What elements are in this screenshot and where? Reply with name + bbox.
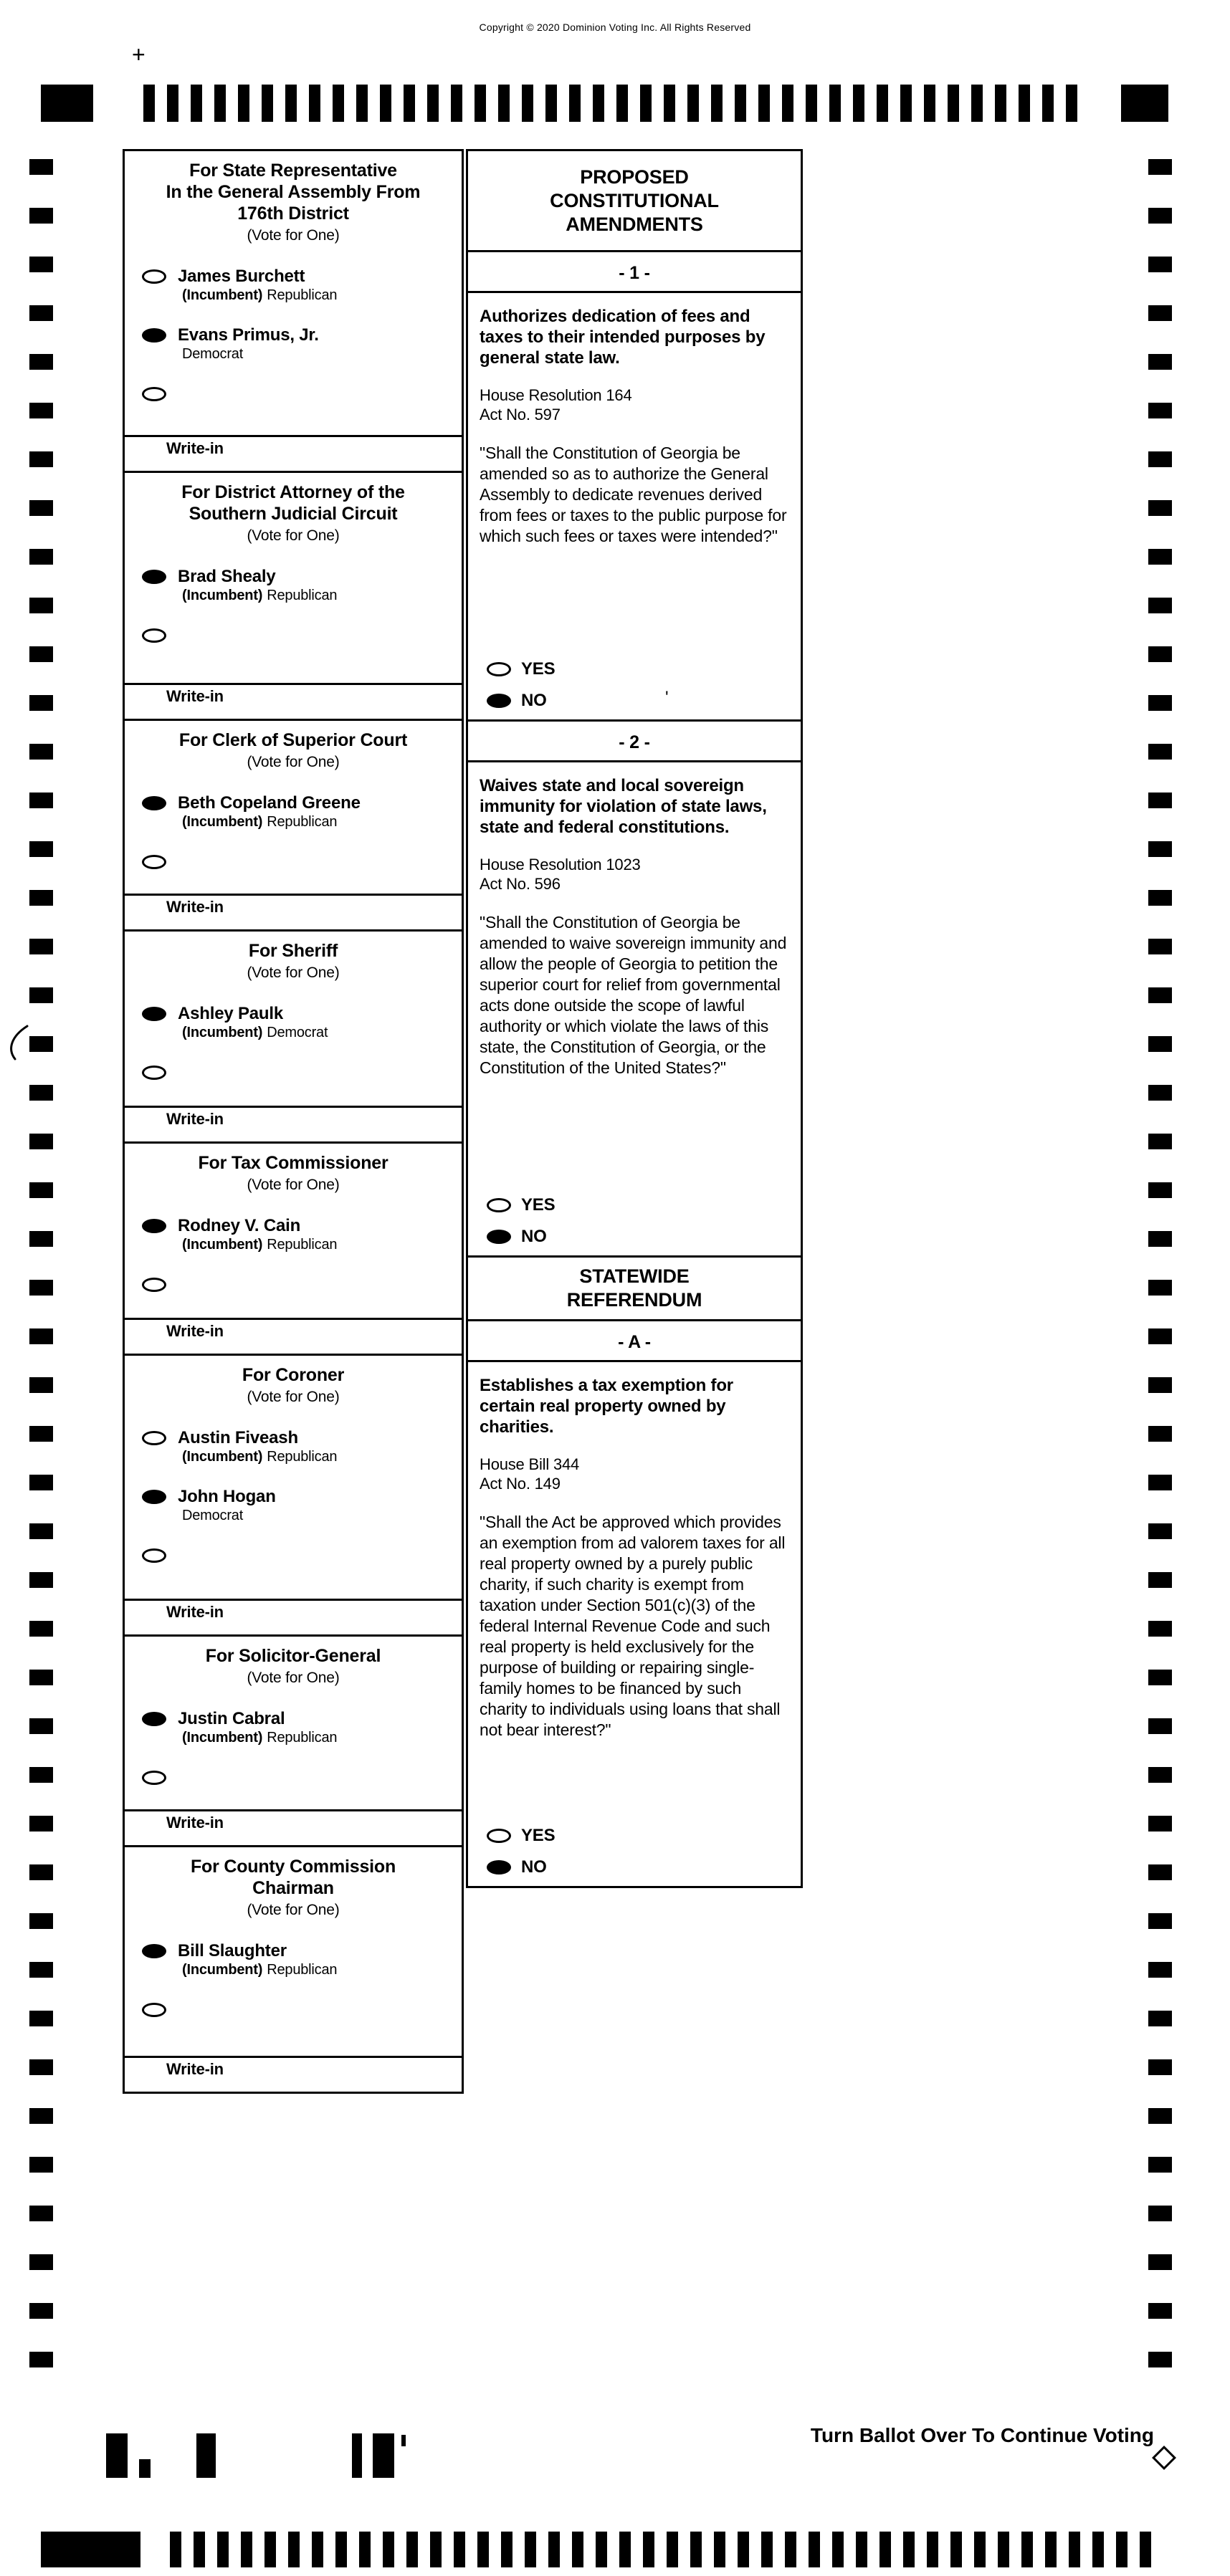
contest-title-line: Southern Judicial Circuit [189,504,398,524]
header-line: STATEWIDE [579,1265,690,1287]
write-in-oval[interactable] [142,1548,166,1563]
measure-reference: House Resolution 164 [480,386,632,404]
contest-title-line: For Clerk of Superior Court [178,730,408,750]
measure-choices [480,648,791,719]
vote-oval[interactable] [142,1944,166,1958]
contest-title [125,1144,462,1174]
candidate-name: Ashley Paulk [178,1004,284,1023]
contest-clerk-superior-court [123,719,464,932]
measure-summary: Establishes a tax exemption for certain real property owned by charities. [480,1376,733,1437]
candidate-party [178,1024,328,1041]
yes-row [480,659,791,679]
candidate-text [178,567,337,604]
contest-district-attorney [123,471,464,721]
party-label: Republican [267,814,338,830]
measure-amendment-2 [466,719,803,1258]
header-line: AMENDMENTS [566,213,703,235]
write-in-area [125,683,462,719]
write-in-oval-row [125,1768,462,1785]
write-in-area [125,1809,462,1845]
yes-oval[interactable] [487,1829,511,1843]
measure-body [468,293,801,719]
candidate-text [178,325,319,363]
measure-choices [480,1814,791,1886]
candidate-text [178,1216,337,1253]
copyright-text: Copyright © 2020 Dominion Voting Inc. All Rights Reserved [479,21,751,33]
party-label: Republican [267,1449,338,1465]
vote-for-instruction: (Vote for One) [247,227,340,244]
incumbent-label: (Incumbent) [182,814,263,830]
yes-row [480,1195,791,1215]
party-label: Democrat [182,346,244,362]
measure-amendment-1 [466,250,803,722]
incumbent-label: (Incumbent) [182,1449,263,1465]
candidate-name: Rodney V. Cain [178,1216,301,1235]
measures-column [466,149,803,1888]
candidate-row [125,793,462,830]
contest-county-commission-chairman [123,1845,464,2094]
write-in-oval[interactable] [142,628,166,643]
write-in-oval[interactable] [142,2003,166,2017]
write-in-oval[interactable] [142,387,166,401]
measure-body [468,762,801,1255]
measure-reference: Act No. 596 [480,875,561,893]
timing-marks-bottom [170,2532,1154,2567]
measure-reference: Act No. 149 [480,1475,561,1493]
vote-oval[interactable] [142,328,166,343]
measure-question: "Shall the Act be approved which provides an exemption from ad valorem taxes for all real property owned by a purely public charity, if such charity is exempt from taxation under Section 501(c)(3) of the federal Internal Revenue Code and such real property is held exclusively for the purpose of building or repairing single-family homes to be financed by such charity to individuals using loans that shall not bear interest?" [480,1513,786,1739]
yes-row [480,1826,791,1846]
candidate-party [178,1507,276,1524]
header-line: PROPOSED [580,166,689,188]
candidate-name: John Hogan [178,1487,276,1506]
referendum-header-text [468,1258,801,1319]
ballot-code-mark [106,2433,128,2478]
candidate-row [125,325,462,363]
vote-for-instruction: (Vote for One) [247,1670,340,1686]
write-in-area [125,435,462,471]
write-in-label: Write-in [166,1322,224,1340]
candidate-party [178,587,337,604]
vote-for-instruction: (Vote for One) [247,1177,340,1193]
stray-mark: ' [665,688,669,707]
ballot-code-mark [196,2433,216,2478]
contest-tax-commissioner [123,1141,464,1356]
candidate-name: James Burchett [178,267,305,286]
measure-choices [480,1184,791,1255]
party-label: Republican [267,1730,338,1746]
vote-oval[interactable] [142,1490,166,1504]
measure-question: "Shall the Constitution of Georgia be amended to waive sovereign immunity and allow the people of Georgia to petition the superior court for relief from governmental acts done outside the scope of lawful authority or which violate the laws of this state, the Constitution of Georgia, or the Constitution of the United States?" [480,913,787,1077]
vote-oval[interactable] [142,570,166,584]
ballot-code-mark [373,2433,394,2478]
candidate-text [178,1487,276,1524]
write-in-oval[interactable] [142,1771,166,1785]
candidate-party [178,1236,337,1253]
party-label: Democrat [182,1508,244,1523]
contest-title-line: For State Representative [189,161,397,181]
write-in-oval-row [125,1546,462,1563]
no-label: NO [521,691,547,710]
incumbent-label: (Incumbent) [182,1237,263,1253]
contest-title-line: For Solicitor-General [205,1646,381,1666]
candidate-name: Beth Copeland Greene [178,793,361,813]
timing-mark-top-left-cap [41,85,93,122]
write-in-oval-row [125,384,462,401]
candidate-name: Bill Slaughter [178,1941,287,1960]
no-oval[interactable] [487,694,511,708]
measure-number: - 2 - [619,732,650,752]
candidate-text [178,1709,337,1746]
contest-title-line: Chairman [252,1878,334,1898]
no-row [480,1227,791,1247]
candidate-party [178,345,319,363]
vote-for-instruction: (Vote for One) [247,1902,340,1918]
incumbent-label: (Incumbent) [182,287,263,303]
candidate-name: Justin Cabral [178,1709,285,1728]
vote-oval[interactable] [142,269,166,284]
yes-oval[interactable] [487,1198,511,1212]
measure-number: - 1 - [619,263,650,283]
candidate-row [125,1004,462,1041]
write-in-area [125,1106,462,1141]
no-row [480,691,791,711]
write-in-oval-row [125,1275,462,1292]
vote-oval[interactable] [142,1431,166,1445]
vote-oval[interactable] [142,1219,166,1233]
write-in-label: Write-in [166,439,224,457]
candidate-row [125,567,462,604]
timing-marks-top [143,85,1080,122]
contest-solicitor-general [123,1634,464,1847]
measure-body [468,1362,801,1886]
incumbent-label: (Incumbent) [182,1025,263,1040]
contest-sheriff [123,929,464,1144]
party-label: Democrat [267,1025,328,1040]
yes-label: YES [521,659,556,679]
contest-title-line: For County Commission [190,1857,396,1877]
candidate-text [178,1428,337,1465]
write-in-label: Write-in [166,2060,224,2078]
contest-title-line: 176th District [237,204,349,224]
contest-state-representative [123,149,464,473]
vote-for-instruction: (Vote for One) [247,527,340,544]
measure-referendum-a [466,1319,803,1888]
ballot-code-mark [139,2459,151,2478]
contest-title [125,721,462,751]
candidate-party [178,1448,337,1465]
candidate-row [125,1941,462,1978]
party-label: Republican [267,1962,338,1978]
write-in-oval-row [125,1063,462,1080]
write-in-oval-row [125,2000,462,2017]
yes-oval[interactable] [487,662,511,676]
write-in-label: Write-in [166,898,224,916]
candidate-text [178,1004,328,1041]
measure-question: "Shall the Constitution of Georgia be amended so as to authorize the General Assembly to dedicate revenues derived from fees or taxes to the public purpose for which such fees or taxes were intended?" [480,444,787,545]
measure-reference: Act No. 597 [480,406,561,423]
timing-marks-right-column [1148,159,1172,2377]
write-in-oval[interactable] [142,1278,166,1292]
amendments-header [466,149,803,252]
contest-title-line: In the General Assembly From [166,182,421,202]
vote-for-instruction: (Vote for One) [247,964,340,981]
write-in-label: Write-in [166,1603,224,1621]
candidate-name: Austin Fiveash [178,1428,298,1447]
no-row [480,1857,791,1877]
contest-title [125,1847,462,1899]
write-in-oval-row [125,852,462,869]
vote-oval[interactable] [142,796,166,810]
write-in-oval-row [125,626,462,643]
amendments-header-text [468,158,801,244]
write-in-area [125,2056,462,2092]
contest-title [125,1637,462,1667]
candidate-row [125,1216,462,1253]
party-label: Republican [267,1237,338,1253]
measure-reference: House Resolution 1023 [480,856,641,873]
measure-reference: House Bill 344 [480,1455,580,1473]
write-in-label: Write-in [166,687,224,705]
contest-title [125,473,462,525]
write-in-area [125,894,462,929]
candidate-row [125,1428,462,1465]
candidate-row [125,267,462,304]
no-oval[interactable] [487,1230,511,1244]
vote-for-instruction: (Vote for One) [247,1389,340,1405]
contest-title-line: For Tax Commissioner [198,1153,388,1173]
incumbent-label: (Incumbent) [182,588,263,603]
contest-coroner [123,1354,464,1637]
candidate-text [178,793,361,830]
contest-title [125,151,462,224]
contest-title-line: For Sheriff [248,941,338,961]
ballot-code-mark [401,2435,406,2446]
write-in-area [125,1318,462,1354]
write-in-label: Write-in [166,1110,224,1128]
yes-label: YES [521,1826,556,1845]
contest-title [125,932,462,962]
write-in-oval[interactable] [142,1066,166,1080]
candidate-party [178,287,337,304]
measure-number: - A - [618,1332,651,1352]
contests-column [123,149,464,2094]
write-in-area [125,1599,462,1634]
registration-plus-mark: + [132,42,146,67]
write-in-label: Write-in [166,1814,224,1832]
ballot-code-mark [352,2433,362,2478]
header-line: REFERENDUM [566,1289,702,1311]
candidate-text [178,1941,337,1978]
timing-mark-top-right-cap [1121,85,1168,122]
timing-mark-bottom-left-cap [41,2532,140,2567]
candidate-row [125,1709,462,1746]
yes-label: YES [521,1195,556,1215]
candidate-party [178,813,361,830]
measure-summary: Waives state and local sovereign immunity for violation of state laws, state and federal constitutions. [480,776,767,837]
write-in-oval[interactable] [142,855,166,869]
candidate-party [178,1961,337,1978]
candidate-row [125,1487,462,1524]
vote-oval[interactable] [142,1712,166,1726]
referendum-header [466,1255,803,1321]
incumbent-label: (Incumbent) [182,1730,263,1746]
contest-title-line: For Coroner [242,1365,345,1385]
turn-ballot-over-instruction: Turn Ballot Over To Continue Voting [810,2424,1154,2446]
contest-title-line: For District Attorney of the [181,482,405,502]
header-line: CONSTITUTIONAL [550,189,719,211]
stray-pen-mark [4,1023,30,1062]
incumbent-label: (Incumbent) [182,1962,263,1978]
vote-for-instruction: (Vote for One) [247,754,340,770]
candidate-name: Evans Primus, Jr. [178,325,319,345]
no-oval[interactable] [487,1860,511,1874]
vote-oval[interactable] [142,1007,166,1021]
timing-marks-left-column [29,159,53,2377]
measure-summary: Authorizes dedication of fees and taxes to their intended purposes by general state law. [480,307,766,368]
candidate-text [178,267,337,304]
candidate-name: Brad Shealy [178,567,276,586]
party-label: Republican [267,588,338,603]
contest-title [125,1356,462,1386]
candidate-party [178,1729,337,1746]
no-label: NO [521,1857,547,1877]
party-label: Republican [267,287,338,303]
registration-diamond-mark [1152,2446,1176,2470]
no-label: NO [521,1227,547,1246]
